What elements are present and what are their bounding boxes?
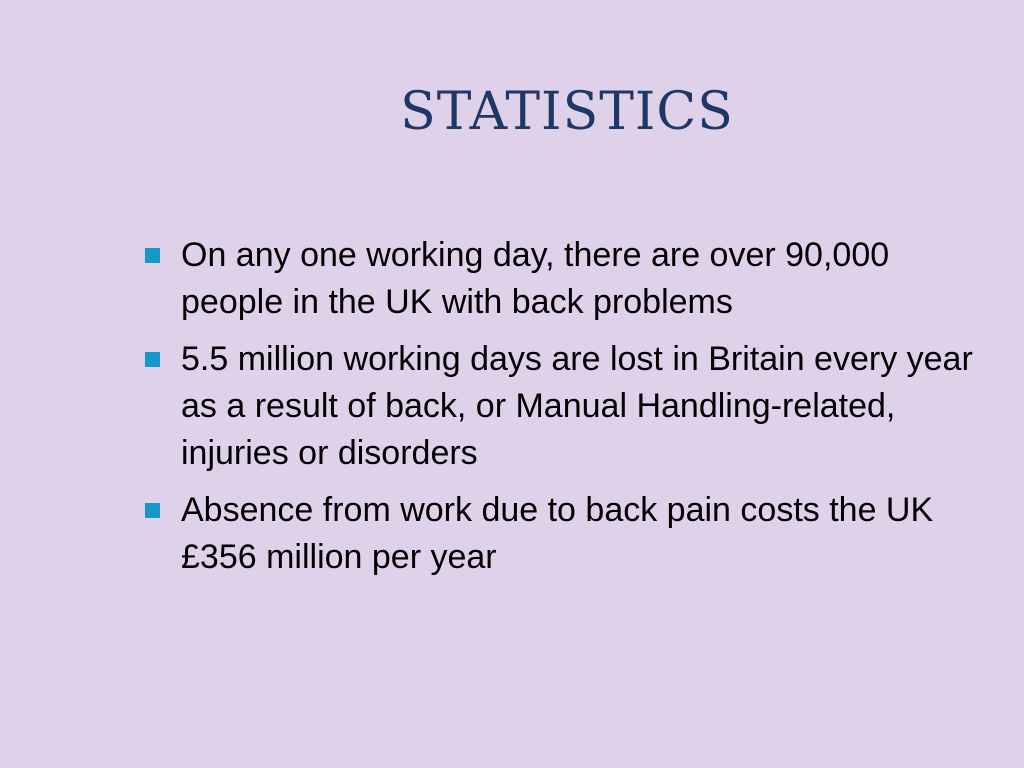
slide-title: STATISTICS: [400, 82, 734, 142]
bullet-item: [145, 336, 985, 477]
square-bullet-icon: [145, 248, 160, 263]
bullet-item: [145, 487, 985, 581]
bullet-text: 5.5 million working days are lost in Britain every year as a result of back, or Manual Handling-related, injuries or disorders: [181, 340, 973, 472]
bullet-item: [145, 232, 985, 326]
square-bullet-icon: [145, 503, 160, 518]
bullet-text: On any one working day, there are over 90,000 people in the UK with back problems: [181, 236, 890, 321]
bullet-text: Absence from work due to back pain costs the UK £356 million per year: [181, 491, 934, 576]
bullet-list: [145, 232, 985, 591]
square-bullet-icon: [145, 352, 160, 367]
